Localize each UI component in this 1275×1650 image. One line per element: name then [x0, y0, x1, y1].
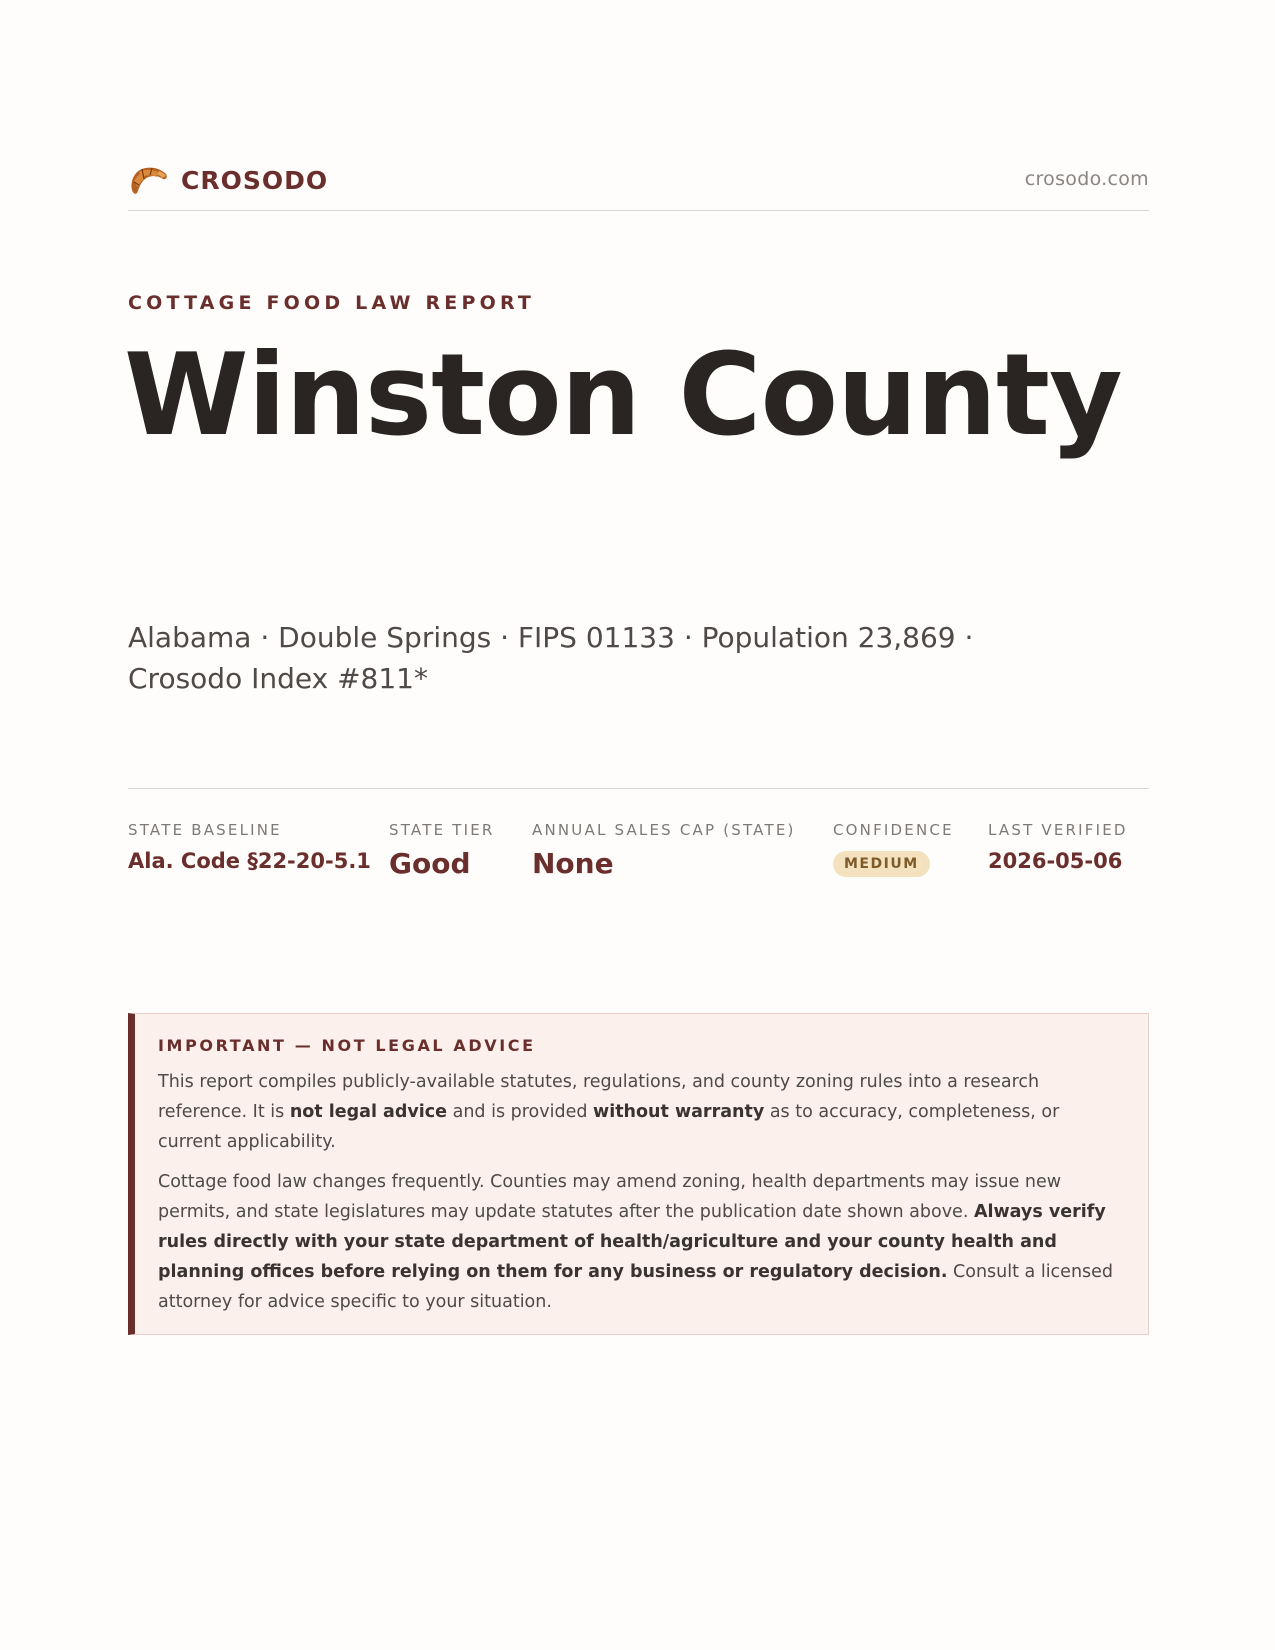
meta-label: LAST VERIFIED: [988, 821, 1128, 839]
emphasis: without warranty: [593, 1102, 765, 1122]
confidence-badge: MEDIUM: [833, 851, 930, 877]
subtitle-line-2: Crosodo Index #811*: [128, 662, 428, 695]
brand: [128, 160, 328, 200]
text: This report compiles publicly-available statutes, regulations, and county zoning rules into a research reference. It is: [158, 1072, 1040, 1122]
meta-state-tier: [389, 821, 495, 880]
meta-label: CONFIDENCE: [833, 821, 954, 839]
subtitle-line-1: Alabama · Double Springs · FIPS 01133 · Population 23,869 ·: [128, 621, 974, 654]
page-title: Winston County: [124, 329, 1122, 461]
meta-strip: [128, 788, 1149, 880]
site-url[interactable]: crosodo.com: [1024, 168, 1149, 190]
meta-label: STATE BASELINE: [128, 821, 282, 839]
report-eyebrow: COTTAGE FOOD LAW REPORT: [128, 292, 536, 314]
meta-label: STATE TIER: [389, 821, 495, 839]
meta-sales-cap: [532, 821, 796, 880]
text: and is provided: [447, 1102, 594, 1122]
county-subtitle: [128, 617, 988, 699]
meta-value: Ala. Code §22-20-5.1: [128, 849, 371, 873]
meta-label: ANNUAL SALES CAP (STATE): [532, 821, 796, 839]
meta-value: 2026-05-06: [988, 849, 1123, 873]
meta-confidence: [833, 821, 954, 877]
disclaimer-paragraph-2: [158, 1167, 1124, 1317]
disclaimer-paragraph-1: [158, 1067, 1124, 1157]
text: as to accuracy, completeness, or current applicability.: [158, 1102, 1060, 1152]
emphasis: Always verify rules directly with your state department of health/agriculture and your county health and planning offices before relying on them for any business or regulatory decision.: [158, 1202, 1106, 1282]
croissant-icon: [128, 160, 170, 200]
meta-state-baseline: [128, 821, 371, 873]
page-header: [128, 152, 1149, 211]
meta-last-verified: [988, 821, 1128, 873]
text: Consult a licensed attorney for advice specific to your situation.: [158, 1262, 1114, 1312]
text: Cottage food law changes frequently. Counties may amend zoning, health departments may issue new permits, and state legislatures may update statutes after the publication date shown above.: [158, 1172, 1062, 1222]
meta-value: Good: [389, 847, 471, 880]
emphasis: not legal advice: [289, 1102, 448, 1122]
disclaimer-title: IMPORTANT — NOT LEGAL ADVICE: [158, 1036, 536, 1055]
legal-disclaimer: [128, 1013, 1149, 1335]
brand-name: CROSODO: [181, 165, 329, 195]
meta-value: None: [532, 847, 614, 880]
